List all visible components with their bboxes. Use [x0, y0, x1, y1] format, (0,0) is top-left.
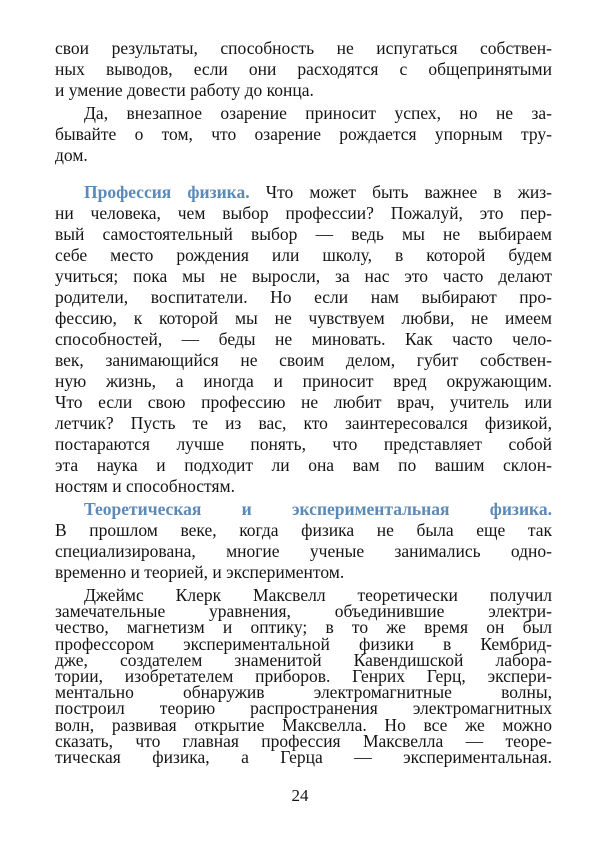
text-line: профессором экспериментальной физики в Кембрид- [55, 633, 552, 654]
text-line: дже, создателем знаменитой Кавендишской лабора- [55, 649, 552, 670]
text-line: Джеймс Клерк Максвелл теоретически получил [84, 585, 552, 605]
text-line: тории, изобретателем приборов. Генрих Герц, экспери- [55, 666, 552, 686]
section-heading-profession: Профессия физика. [84, 182, 250, 202]
text-line: эта наука и подходит ли она вам по вашим склон- [55, 455, 552, 475]
text-line: учиться; пока мы не выросли, за нас это часто делают [55, 266, 552, 286]
text-line: ностям и способностям. [55, 476, 235, 496]
text-line: свои результаты, способность не испугаться собствен- [55, 38, 552, 58]
text-line: построил теорию распространения электромагнитных [55, 698, 552, 719]
text-line: чество, магнетизм и оптику; в то же время он был [55, 617, 552, 638]
text-line: замечательные уравнения, объединившие электри- [55, 601, 552, 622]
section-heading-theory-experiment: Теоретическая и экспериментальная физика. [84, 499, 552, 519]
text-line: Да, внезапное озарение приносит успех, но не за- [84, 103, 552, 123]
text-line: волн, развивая открытие Максвелла. Но все же можно [55, 714, 552, 735]
text-line: ную жизнь, а иногда и приносит вред окружающим. [55, 371, 552, 391]
text-line: ных выводов, если они расходятся с общепринятыми [55, 59, 552, 79]
text-line: специализирована, многие ученые занимались одно- [55, 541, 552, 561]
page-number: 24 [291, 786, 309, 805]
text-line: фессию, к которой мы не чувствуем любви, не имеем [55, 308, 552, 328]
text-line: себе место рождения или школу, в которой будем [55, 245, 552, 265]
text-line: Что если свою профессию не любит врач, учитель или [55, 392, 552, 412]
text-run: Что может быть важнее в жиз- [265, 182, 552, 202]
text-line: и умение довести работу до конца. [55, 80, 314, 100]
text-line: постараются лучше понять, что представляет собой [55, 434, 552, 454]
text-line: бывайте о том, что озарение рождается упорным тру- [55, 124, 552, 144]
section-first-line [84, 182, 552, 203]
text-line: временно и теорией, и экспериментом. [55, 562, 345, 582]
text-line: сказать, что главная профессия Максвелла — теоре- [55, 730, 552, 751]
text-line: вый самостоятельный выбор — ведь мы не выбираем [55, 224, 552, 244]
text-line: тическая физика, а Герца — экспериментальная. [55, 747, 552, 767]
text-line: родители, воспитатели. Но если нам выбирают про- [55, 287, 552, 307]
text-line: летчик? Пусть те из вас, кто заинтересовался физикой, [55, 413, 552, 433]
text-line: ни человека, чем выбор профессии? Пожалуй, это пер- [55, 203, 552, 223]
text-line: способностей, — беды не миновать. Как часто чело- [55, 329, 552, 349]
text-line: дом. [55, 145, 88, 165]
text-line: ментально обнаружив электромагнитные волны, [55, 682, 552, 703]
text-line: век, занимающийся не своим делом, губит собствен- [55, 350, 552, 370]
text-line: В прошлом веке, когда физика не была еще так [55, 520, 552, 540]
